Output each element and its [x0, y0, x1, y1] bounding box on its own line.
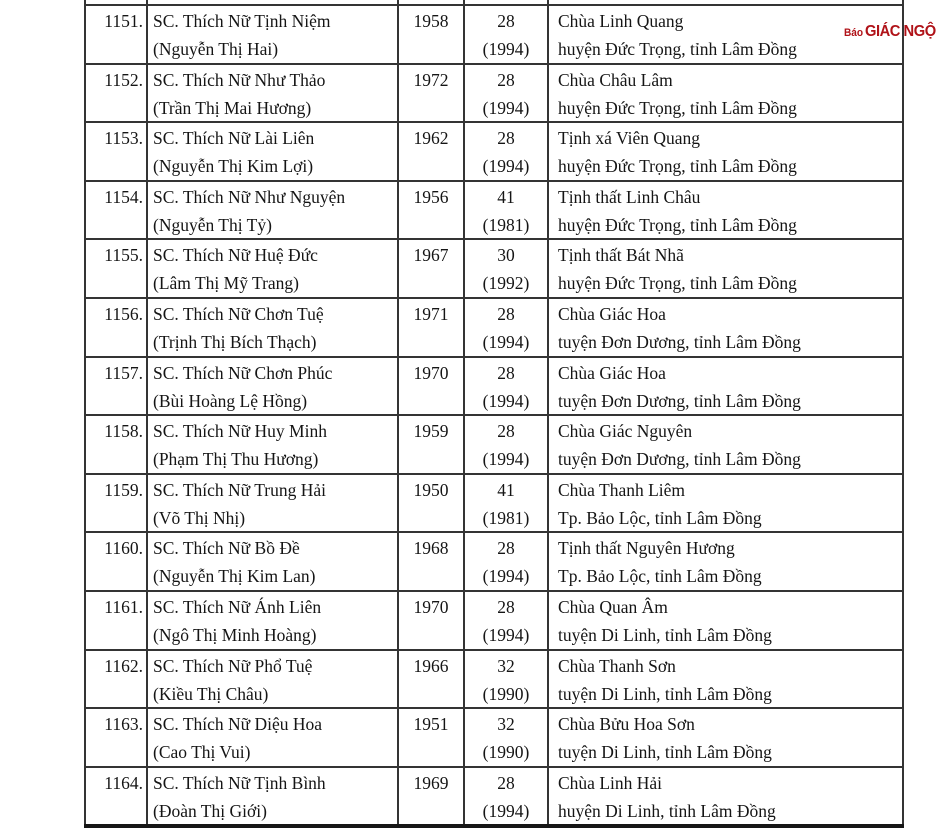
- ordination-age-cell: [463, 533, 547, 590]
- ordination-year: (1994): [482, 449, 530, 470]
- ordination-age-cell: [463, 358, 547, 415]
- temple-cell: [547, 240, 904, 297]
- ordination-year: (1981): [482, 214, 530, 235]
- row-number: 1161.: [104, 596, 143, 617]
- temple-location: tuyện Di Linh, tỉnh Lâm Đồng: [558, 624, 772, 645]
- temple-name: Chùa Thanh Sơn: [558, 655, 676, 676]
- birth-year-cell: [397, 533, 463, 590]
- row-number: 1155.: [104, 245, 143, 266]
- birth-year-cell: [397, 651, 463, 708]
- ordination-age-cell: [463, 299, 547, 356]
- secular-name: (Cao Thị Vui): [153, 742, 251, 763]
- row-number-cell: [84, 299, 146, 356]
- row-number-cell: [84, 533, 146, 590]
- temple-cell: [547, 299, 904, 356]
- monastic-name: SC. Thích Nữ Huy Minh: [153, 421, 327, 442]
- ordination-year: (1990): [482, 683, 530, 704]
- name-cell: [146, 592, 397, 649]
- ordination-age-cell: [463, 6, 547, 63]
- name-cell: [146, 651, 397, 708]
- name-cell: [146, 299, 397, 356]
- birth-year-cell: [397, 416, 463, 473]
- ordination-age: 28: [497, 303, 515, 324]
- name-cell: [146, 768, 397, 824]
- secular-name: (Trần Thị Mai Hương): [153, 97, 312, 118]
- row-number-cell: [84, 65, 146, 122]
- clipped-cell: [463, 0, 547, 4]
- row-number: 1162.: [104, 655, 143, 676]
- monastic-name: SC. Thích Nữ Lài Liên: [153, 128, 315, 149]
- birth-year: 1959: [413, 421, 449, 442]
- birth-year: 1971: [413, 303, 449, 324]
- ordination-age-cell: [463, 416, 547, 473]
- name-cell: [146, 358, 397, 415]
- birth-year-cell: [397, 6, 463, 63]
- name-cell: [146, 182, 397, 239]
- temple-name: Tịnh thất Bát Nhã: [558, 245, 684, 266]
- row-number: 1160.: [104, 538, 143, 559]
- birth-year: 1962: [413, 128, 449, 149]
- row-number: 1158.: [104, 421, 143, 442]
- ordination-age-cell: [463, 123, 547, 180]
- temple-name: Chùa Châu Lâm: [558, 69, 673, 90]
- watermark-title: GIÁC NGỘ: [864, 23, 936, 40]
- row-number: 1154.: [104, 186, 143, 207]
- table-row: [84, 182, 904, 241]
- table-row: [84, 709, 904, 768]
- row-number-cell: [84, 709, 146, 766]
- ordination-age-cell: [463, 475, 547, 532]
- ordination-age-cell: [463, 651, 547, 708]
- row-number: 1163.: [104, 714, 143, 735]
- table-row: [84, 592, 904, 651]
- temple-cell: [547, 709, 904, 766]
- name-cell: [146, 709, 397, 766]
- birth-year-cell: [397, 768, 463, 824]
- clipped-cell: [146, 0, 397, 4]
- row-number-cell: [84, 416, 146, 473]
- ordination-age-cell: [463, 240, 547, 297]
- temple-cell: [547, 651, 904, 708]
- ordination-age-cell: [463, 65, 547, 122]
- birth-year-cell: [397, 709, 463, 766]
- ordination-age: 28: [497, 421, 515, 442]
- row-number: 1152.: [104, 69, 143, 90]
- birth-year: 1950: [413, 479, 449, 500]
- temple-location: tuyện Di Linh, tỉnh Lâm Đồng: [558, 742, 772, 763]
- clipped-cell: [397, 0, 463, 4]
- birth-year-cell: [397, 123, 463, 180]
- monastic-name: SC. Thích Nữ Bồ Đề: [153, 538, 300, 559]
- ordination-age-cell: [463, 592, 547, 649]
- secular-name: (Trịnh Thị Bích Thạch): [153, 331, 317, 352]
- name-cell: [146, 416, 397, 473]
- birth-year: 1969: [413, 772, 449, 793]
- temple-location: tuyện Đơn Dương, tỉnh Lâm Đồng: [558, 390, 801, 411]
- row-number: 1159.: [104, 479, 143, 500]
- monastic-name: SC. Thích Nữ Diệu Hoa: [153, 714, 323, 735]
- ordination-age: 28: [497, 538, 515, 559]
- temple-name: Chùa Giác Nguyên: [558, 421, 693, 442]
- birth-year-cell: [397, 182, 463, 239]
- ordination-age: 28: [497, 11, 515, 31]
- ordination-year: (1981): [482, 507, 530, 528]
- ordination-year: (1992): [482, 273, 530, 294]
- monastic-name: SC. Thích Nữ Phổ Tuệ: [153, 655, 313, 676]
- ordination-age: 32: [497, 714, 515, 735]
- birth-year: 1970: [413, 596, 449, 617]
- ordination-registry-table: [84, 0, 904, 828]
- birth-year-cell: [397, 358, 463, 415]
- birth-year-cell: [397, 65, 463, 122]
- temple-name: Chùa Bửu Hoa Sơn: [558, 714, 695, 735]
- monastic-name: SC. Thích Nữ Tịnh Bình: [153, 772, 326, 793]
- monastic-name: SC. Thích Nữ Chơn Tuệ: [153, 303, 324, 324]
- birth-year-cell: [397, 299, 463, 356]
- row-number-cell: [84, 592, 146, 649]
- table-row: [84, 475, 904, 534]
- secular-name: (Nguyễn Thị Tỷ): [153, 214, 272, 235]
- ordination-year: (1994): [482, 331, 530, 352]
- temple-name: Chùa Giác Hoa: [558, 303, 666, 324]
- table-row: [84, 123, 904, 182]
- ordination-age: 30: [497, 245, 515, 266]
- table-row: [84, 416, 904, 475]
- ordination-year: (1994): [482, 624, 530, 645]
- temple-location: huyện Đức Trọng, tỉnh Lâm Đồng: [558, 39, 797, 59]
- row-number: 1153.: [104, 128, 143, 149]
- table-row: [84, 65, 904, 124]
- temple-cell: [547, 123, 904, 180]
- temple-cell: [547, 182, 904, 239]
- secular-name: (Phạm Thị Thu Hương): [153, 449, 319, 470]
- temple-location: huyện Đức Trọng, tỉnh Lâm Đồng: [558, 273, 797, 294]
- secular-name: (Đoàn Thị Giới): [153, 800, 267, 821]
- ordination-age: 32: [497, 655, 515, 676]
- ordination-year: (1994): [482, 39, 530, 59]
- birth-year: 1970: [413, 362, 449, 383]
- name-cell: [146, 65, 397, 122]
- birth-year: 1968: [413, 538, 449, 559]
- row-number-cell: [84, 358, 146, 415]
- temple-cell: [547, 475, 904, 532]
- temple-location: tuyện Đơn Dương, tỉnh Lâm Đồng: [558, 449, 801, 470]
- row-number-cell: [84, 123, 146, 180]
- ordination-age-cell: [463, 709, 547, 766]
- secular-name: (Nguyễn Thị Kim Lợi): [153, 156, 314, 177]
- ordination-age-cell: [463, 768, 547, 824]
- birth-year-cell: [397, 475, 463, 532]
- ordination-year: (1994): [482, 156, 530, 177]
- ordination-year: (1990): [482, 742, 530, 763]
- table-row: [84, 651, 904, 710]
- secular-name: (Võ Thị Nhị): [153, 507, 246, 528]
- monastic-name: SC. Thích Nữ Trung Hải: [153, 479, 327, 500]
- row-number-cell: [84, 651, 146, 708]
- temple-location: Tp. Bảo Lộc, tỉnh Lâm Đồng: [558, 566, 762, 587]
- temple-cell: [547, 358, 904, 415]
- birth-year: 1951: [413, 714, 449, 735]
- table-row: [84, 299, 904, 358]
- temple-name: Tịnh thất Nguyên Hương: [558, 538, 735, 559]
- table-row: [84, 533, 904, 592]
- table-row: [84, 240, 904, 299]
- temple-location: huyện Di Linh, tỉnh Lâm Đồng: [558, 800, 776, 821]
- monastic-name: SC. Thích Nữ Như Thảo: [153, 69, 326, 90]
- name-cell: [146, 240, 397, 297]
- birth-year-cell: [397, 240, 463, 297]
- temple-name: Chùa Linh Quang: [558, 11, 684, 31]
- row-number-cell: [84, 475, 146, 532]
- row-number-cell: [84, 240, 146, 297]
- secular-name: (Ngô Thị Minh Hoàng): [153, 624, 317, 645]
- ordination-year: (1994): [482, 97, 530, 118]
- clipped-cell: [84, 0, 146, 4]
- temple-name: Chùa Quan Âm: [558, 596, 668, 617]
- ordination-age: 28: [497, 69, 515, 90]
- ordination-age-cell: [463, 182, 547, 239]
- ordination-year: (1994): [482, 800, 530, 821]
- clipped-cell: [547, 0, 904, 4]
- row-number-cell: [84, 768, 146, 824]
- monastic-name: SC. Thích Nữ Tịnh Niệm: [153, 11, 331, 31]
- monastic-name: SC. Thích Nữ Chơn Phúc: [153, 362, 333, 383]
- row-number-cell: [84, 6, 146, 63]
- ordination-age: 28: [497, 362, 515, 383]
- secular-name: (Nguyễn Thị Hai): [153, 39, 279, 59]
- row-number: 1157.: [104, 362, 143, 383]
- temple-name: Tịnh xá Viên Quang: [558, 128, 700, 149]
- monastic-name: SC. Thích Nữ Ánh Liên: [153, 596, 322, 617]
- row-number: 1151.: [104, 11, 143, 31]
- temple-location: Tp. Bảo Lộc, tỉnh Lâm Đồng: [558, 507, 762, 528]
- table-row: [84, 768, 904, 824]
- table-row: [84, 6, 904, 65]
- secular-name: (Lâm Thị Mỹ Trang): [153, 273, 299, 294]
- secular-name: (Kiều Thị Châu): [153, 683, 269, 704]
- monastic-name: SC. Thích Nữ Như Nguyện: [153, 186, 346, 207]
- ordination-age: 28: [497, 772, 515, 793]
- temple-cell: [547, 592, 904, 649]
- birth-year-cell: [397, 592, 463, 649]
- row-number: 1164.: [104, 772, 143, 793]
- temple-cell: [547, 533, 904, 590]
- birth-year: 1966: [413, 655, 449, 676]
- temple-location: tuyện Đơn Dương, tỉnh Lâm Đồng: [558, 331, 801, 352]
- name-cell: [146, 6, 397, 63]
- monastic-name: SC. Thích Nữ Huệ Đức: [153, 245, 318, 266]
- temple-cell: [547, 416, 904, 473]
- name-cell: [146, 123, 397, 180]
- birth-year: 1967: [413, 245, 449, 266]
- temple-name: Chùa Giác Hoa: [558, 362, 666, 383]
- name-cell: [146, 533, 397, 590]
- temple-name: Tịnh thất Linh Châu: [558, 186, 701, 207]
- ordination-age: 41: [497, 186, 515, 207]
- birth-year: 1956: [413, 186, 449, 207]
- temple-cell: [547, 768, 904, 824]
- temple-location: tuyện Di Linh, tỉnh Lâm Đồng: [558, 683, 772, 704]
- ordination-age: 28: [497, 596, 515, 617]
- temple-location: huyện Đức Trọng, tỉnh Lâm Đồng: [558, 97, 797, 118]
- watermark-prefix: Báo: [844, 27, 864, 39]
- ordination-year: (1994): [482, 566, 530, 587]
- ordination-year: (1994): [482, 390, 530, 411]
- temple-cell: [547, 65, 904, 122]
- name-cell: [146, 475, 397, 532]
- giac-ngo-watermark: [844, 23, 936, 41]
- secular-name: (Nguyễn Thị Kim Lan): [153, 566, 316, 587]
- birth-year: 1958: [413, 11, 449, 31]
- birth-year: 1972: [413, 69, 449, 90]
- table-row: [84, 358, 904, 417]
- row-number-cell: [84, 182, 146, 239]
- temple-location: huyện Đức Trọng, tỉnh Lâm Đồng: [558, 156, 797, 177]
- temple-name: Chùa Linh Hải: [558, 772, 663, 793]
- secular-name: (Bùi Hoàng Lệ Hồng): [153, 390, 308, 411]
- ordination-age: 28: [497, 128, 515, 149]
- temple-name: Chùa Thanh Liêm: [558, 479, 686, 500]
- ordination-age: 41: [497, 479, 515, 500]
- temple-location: huyện Đức Trọng, tỉnh Lâm Đồng: [558, 214, 797, 235]
- row-number: 1156.: [104, 303, 143, 324]
